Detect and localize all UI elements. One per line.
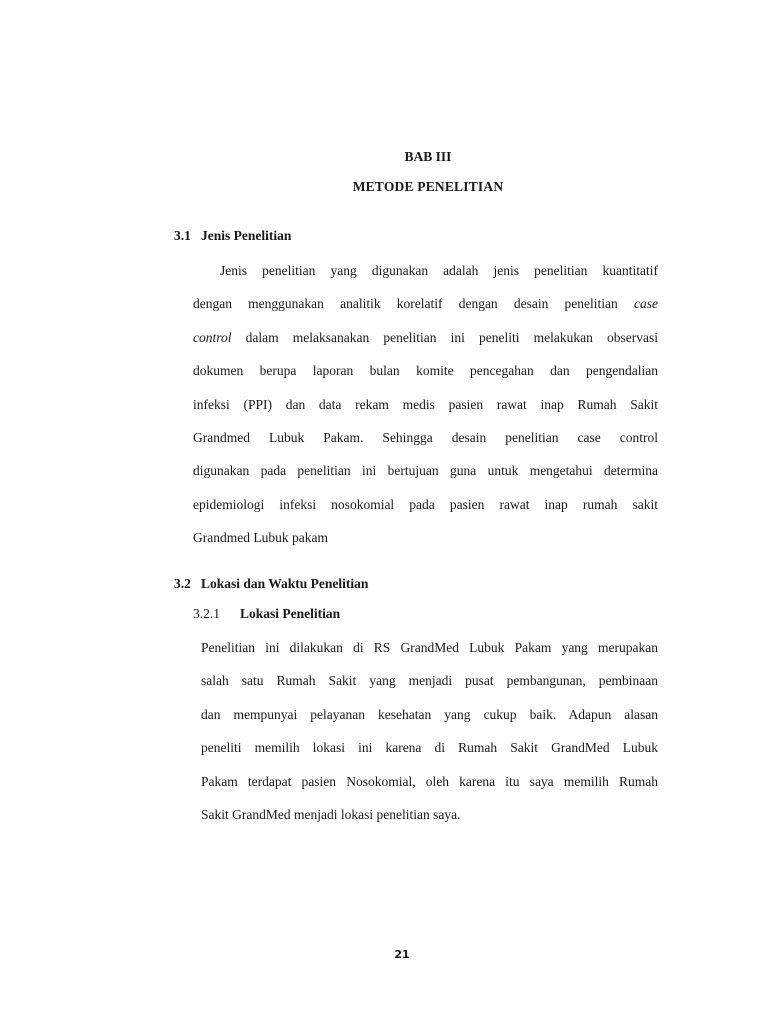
paragraph-line: Grandmed Lubuk pakam <box>193 530 328 546</box>
paragraph-line: Penelitian ini dilakukan di RS GrandMed Lubuk Pakam yang merupakan <box>201 640 658 655</box>
chapter-label: BAB III <box>404 149 452 164</box>
italic-term: control <box>193 329 232 345</box>
paragraph-line: control dalam melaksanakan penelitian ini peneliti melakukan observasi <box>193 329 658 345</box>
section-title: Lokasi dan Waktu Penelitian <box>201 576 369 591</box>
section-number: 3.2 <box>174 576 191 591</box>
paragraph-lokasi-penelitian <box>201 631 658 831</box>
paragraph-line: digunakan pada penelitian ini bertujuan guna untuk mengetahui determina <box>193 463 658 479</box>
paragraph-line: epidemiologi infeksi nosokomial pada pasien rawat inap rumah sakit <box>193 496 658 512</box>
paragraph-line: Sakit GrandMed menjadi lokasi penelitian saya. <box>201 806 461 822</box>
paragraph-line: dokumen berupa laporan bulan komite pencegahan dan pengendalian <box>193 363 658 379</box>
subsection-title: Lokasi Penelitian <box>240 606 341 621</box>
paragraph-jenis-penelitian <box>193 254 658 555</box>
paragraph-line: infeksi (PPI) dan data rekam medis pasien rawat inap Rumah Sakit <box>193 396 658 412</box>
subsection-number: 3.2.1 <box>193 606 220 621</box>
paragraph-line: Grandmed Lubuk Pakam. Sehingga desain penelitian case control <box>193 429 658 445</box>
paragraph-line: dan mempunyai pelayanan kesehatan yang cukup baik. Adapun alasan <box>201 706 658 722</box>
paragraph-line: salah satu Rumah Sakit yang menjadi pusat pembangunan, pembinaan <box>201 673 658 689</box>
paragraph-line: dengan menggunakan analitik korelatif dengan desain penelitian case <box>193 296 658 312</box>
paragraph-line: peneliti memilih lokasi ini karena di Rumah Sakit GrandMed Lubuk <box>201 740 658 756</box>
section-number: 3.1 <box>174 228 191 243</box>
paragraph-line: Pakam terdapat pasien Nosokomial, oleh karena itu saya memilih Rumah <box>201 773 658 789</box>
paragraph-line: Jenis penelitian yang digunakan adalah jenis penelitian kuantitatif <box>220 263 658 278</box>
section-heading-jenis-penelitian <box>174 228 291 244</box>
section-title: Jenis Penelitian <box>201 228 292 243</box>
section-heading-lokasi-waktu <box>174 576 368 592</box>
page-number: 21 <box>394 948 410 961</box>
chapter-title: METODE PENELITIAN <box>352 179 504 194</box>
italic-term: case <box>634 296 658 312</box>
subsection-heading-lokasi-penelitian <box>193 606 340 622</box>
